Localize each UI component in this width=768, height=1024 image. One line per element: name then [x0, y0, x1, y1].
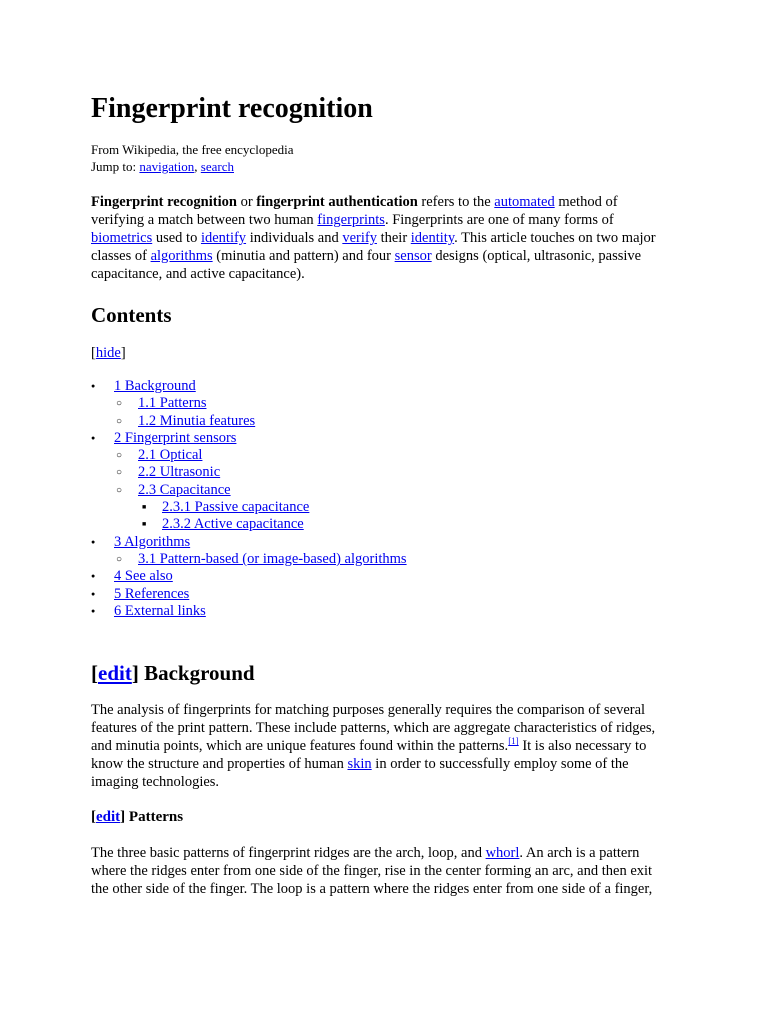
- toc-link[interactable]: 3.1 Pattern-based (or image-based) algorithms: [138, 550, 407, 567]
- jump-search-link[interactable]: search: [200, 159, 234, 174]
- link-skin[interactable]: skin: [347, 756, 372, 772]
- toc-list: [91, 378, 407, 620]
- toc-hide-link[interactable]: hide: [95, 345, 121, 361]
- paragraph-text: It is also necessary to know the structure and properties of human: [91, 738, 647, 772]
- toc-item: [91, 499, 407, 516]
- toc-link[interactable]: 2.3 Capacitance: [138, 481, 231, 498]
- intro-paragraph: [91, 193, 666, 283]
- background-paragraph: [91, 701, 671, 791]
- edit-background-link[interactable]: edit: [98, 661, 132, 685]
- paragraph-text: . An arch is a pattern where the ridges enter from one side of the finger, rise in the center forming an arc, and then exit the other side of the finger. The loop is a pattern where the ridges enter from one side of a finger,: [91, 845, 653, 897]
- link-biometrics[interactable]: biometrics: [91, 230, 153, 246]
- intro-text: . Fingerprints are one of many forms of: [384, 212, 614, 228]
- article-meta: [91, 141, 293, 175]
- toc-item: [91, 378, 407, 395]
- intro-bold-term-1: Fingerprint recognition: [91, 194, 237, 210]
- jump-navigation-link[interactable]: navigation: [139, 159, 195, 174]
- toc-item: [91, 551, 407, 568]
- jump-to-line: [91, 158, 293, 175]
- link-identity[interactable]: identity: [410, 230, 455, 246]
- toc-link[interactable]: 4 See also: [114, 568, 173, 585]
- link-fingerprints[interactable]: fingerprints: [317, 212, 385, 228]
- bracket-close: ]: [120, 345, 126, 361]
- site-subtitle: From Wikipedia, the free encyclopedia: [91, 142, 294, 157]
- intro-text: or: [236, 194, 257, 210]
- toc-item: [91, 586, 407, 603]
- link-identify[interactable]: identify: [200, 230, 247, 246]
- toc-item: [91, 413, 407, 430]
- intro-text: designs (optical, ultrasonic, passive capacitance, and active capacitance).: [91, 248, 642, 282]
- toc-link[interactable]: 1.2 Minutia features: [138, 412, 256, 429]
- toc-item: [91, 568, 407, 585]
- bracket-open: [: [91, 661, 98, 685]
- link-sensor[interactable]: sensor: [394, 248, 432, 264]
- section-heading-background: [91, 660, 255, 686]
- section-title: Patterns: [125, 809, 184, 825]
- bracket-close: ]: [131, 661, 139, 685]
- link-whorl[interactable]: whorl: [485, 845, 520, 861]
- section-title: Background: [138, 661, 255, 685]
- link-verify[interactable]: verify: [342, 230, 377, 246]
- toc-link[interactable]: 2.2 Ultrasonic: [138, 464, 221, 481]
- intro-text: individuals and: [246, 230, 343, 246]
- paragraph-text: in order to successfully employ some of the imaging technologies.: [91, 756, 629, 790]
- jump-separator: ,: [194, 159, 198, 174]
- intro-text: used to: [152, 230, 201, 246]
- paragraph-text: The analysis of fingerprints for matching purposes generally requires the comparison of several features of the print pattern. These include patterns, which are aggregate characteristics of ridges, and minutia points, which are unique features found within the patterns.: [91, 702, 656, 754]
- intro-text: refers to the: [417, 194, 495, 210]
- bracket-close: ]: [120, 809, 126, 825]
- toc-link[interactable]: 2 Fingerprint sensors: [114, 429, 237, 446]
- bracket-open: [: [91, 345, 96, 361]
- intro-text: (minutia and pattern) and four: [212, 248, 395, 264]
- toc-item: [91, 534, 407, 551]
- toc-link[interactable]: 2.3.1 Passive capacitance: [162, 499, 310, 516]
- toc-link[interactable]: 2.1 Optical: [138, 447, 203, 464]
- edit-patterns-link[interactable]: edit: [96, 809, 121, 825]
- toc-link[interactable]: 3 Algorithms: [114, 533, 191, 550]
- toc-item: [91, 482, 407, 499]
- section-heading-patterns: [91, 807, 183, 827]
- toc-link[interactable]: 6 External links: [114, 602, 206, 619]
- toc-item: [91, 464, 407, 481]
- intro-text: their: [376, 230, 411, 246]
- intro-text: method of verifying a match between two human: [91, 194, 618, 228]
- jump-to-label: Jump to:: [91, 159, 137, 174]
- intro-bold-term-2: fingerprint authentication: [256, 194, 418, 210]
- paragraph-text: The three basic patterns of fingerprint ridges are the arch, loop, and: [91, 845, 486, 861]
- patterns-paragraph: [91, 844, 666, 898]
- bracket-open: [: [91, 809, 96, 825]
- toc-item: [91, 447, 407, 464]
- toc-hide-toggle: [91, 344, 126, 362]
- toc-item: [91, 516, 407, 533]
- page-title: Fingerprint recognition: [91, 93, 373, 124]
- toc-item: [91, 395, 407, 412]
- reference-1-link[interactable]: [1]: [508, 736, 519, 747]
- link-algorithms[interactable]: algorithms: [150, 248, 213, 264]
- toc-link[interactable]: 1.1 Patterns: [138, 395, 207, 412]
- toc-link[interactable]: 5 References: [114, 585, 190, 602]
- toc-link[interactable]: 1 Background: [114, 378, 196, 394]
- toc-link[interactable]: 2.3.2 Active capacitance: [162, 516, 304, 533]
- toc-title: Contents: [91, 303, 172, 327]
- toc-item: [91, 603, 407, 620]
- intro-text: . This article touches on two major classes of: [91, 230, 656, 264]
- toc-item: [91, 430, 407, 447]
- link-automated[interactable]: automated: [494, 194, 555, 210]
